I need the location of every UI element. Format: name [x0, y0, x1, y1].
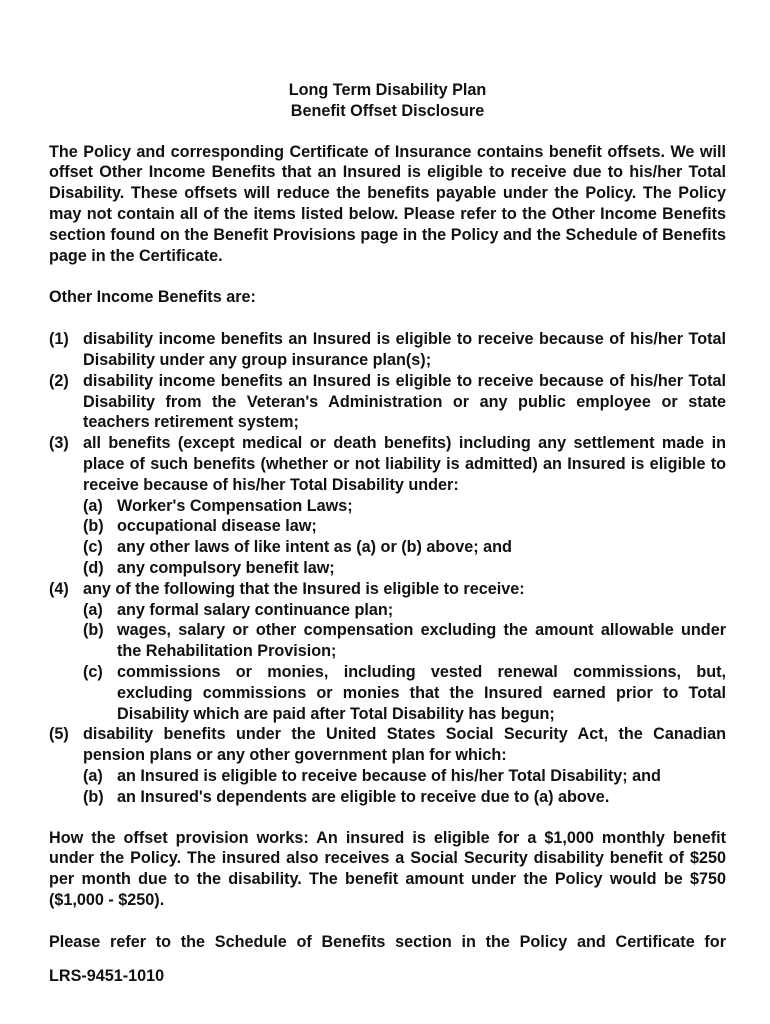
sub-item-text: an Insured's dependents are eligible to receive due to (a) above.: [117, 787, 610, 806]
document-page: [49, 80, 726, 952]
title-line-1: Long Term Disability Plan: [288, 81, 487, 99]
sub-item-letter: (a): [83, 600, 103, 619]
sub-item-text: any compulsory benefit law;: [117, 558, 335, 577]
sub-item-text: wages, salary or other compensation excluding the amount allowable under the Rehabilitation Provision;: [117, 621, 726, 661]
sub-item: [83, 516, 726, 537]
list-item-text: all benefits (except medical or death benefits) including any settlement made in place of such benefits (whether or not liability is admitted) an Insured is eligible to receive because of his/her Total Disability under:: [83, 434, 726, 494]
form-number: LRS-9451-1010: [49, 967, 165, 985]
sub-item-letter: (b): [83, 517, 104, 536]
list-item-text: disability benefits under the United States Social Security Act, the Canadian pension plans or any other government plan for which:: [83, 725, 726, 765]
document-title: [49, 80, 726, 122]
list-item: [49, 329, 726, 371]
sub-item-letter: (a): [83, 766, 103, 785]
list-item: [49, 371, 726, 433]
sub-item: [83, 662, 726, 724]
list-heading: Other Income Benefits are:: [49, 288, 256, 307]
list-item: [49, 433, 726, 579]
sub-item-letter: (c): [83, 662, 103, 681]
example-paragraph: How the offset provision works: An insured is eligible for a $1,000 monthly benefit under the Policy. The insured also receives a Social Security disability benefit of $250 per month due to the disability. The benefit amount under the Policy would be $750 ($1,000 - $250).: [49, 828, 726, 909]
list-item-text: disability income benefits an Insured is eligible to receive because of his/her Total Disability from the Veteran's Administration or any public employee or state teachers retirement system;: [83, 371, 726, 432]
list-item-number: (4): [49, 579, 69, 598]
list-item-number: (2): [49, 371, 69, 390]
list-item-text: any of the following that the Insured is eligible to receive:: [83, 579, 525, 598]
sub-item: [83, 496, 726, 517]
sub-item-text: an Insured is eligible to receive because of his/her Total Disability; and: [117, 766, 661, 785]
sub-item-letter: (c): [83, 538, 103, 557]
sub-item-letter: (a): [83, 496, 103, 515]
list-item-number: (3): [49, 434, 69, 453]
sub-item-letter: (b): [83, 621, 104, 640]
sub-item-text: any formal salary continuance plan;: [117, 600, 394, 619]
title-line-2: Benefit Offset Disclosure: [290, 101, 485, 120]
benefits-list: [49, 329, 726, 807]
sub-item: [83, 558, 726, 579]
sub-item: [83, 537, 726, 558]
list-item: [49, 579, 726, 725]
sub-item-letter: (b): [83, 787, 104, 806]
sub-item-letter: (d): [83, 558, 104, 577]
list-item: [49, 724, 726, 807]
sub-item-text: commissions or monies, including vested renewal commissions, but, excluding commissions or monies that the Insured earned prior to Total Disability which are paid after Total Disability has begun;: [117, 662, 726, 723]
list-item-text: disability income benefits an Insured is eligible to receive because of his/her Total Disability under any group insurance plan(s);: [83, 330, 726, 369]
closing-paragraph: Please refer to the Schedule of Benefits section in the Policy and Certificate for: [49, 932, 726, 951]
list-item-number: (5): [49, 725, 69, 744]
list-item-number: (1): [49, 330, 69, 349]
sub-item: [83, 620, 726, 662]
sub-item: [83, 787, 726, 808]
sub-item-text: any other laws of like intent as (a) or (b) above; and: [117, 538, 512, 557]
sub-item: [83, 600, 726, 621]
intro-paragraph: The Policy and corresponding Certificate of Insurance contains benefit offsets. We will offset Other Income Benefits that an Insured is eligible to receive due to his/her Total Disability. These offsets will reduce the benefits payable under the Policy. The Policy may not contain all of the items listed below. Please refer to the Other Income Benefits section found on the Benefit Provisions page in the Policy and the Schedule of Benefits page in the Certificate.: [49, 142, 726, 265]
sub-item: [83, 766, 726, 787]
sub-item-text: occupational disease law;: [117, 517, 317, 536]
sub-item-text: Worker's Compensation Laws;: [117, 496, 353, 515]
